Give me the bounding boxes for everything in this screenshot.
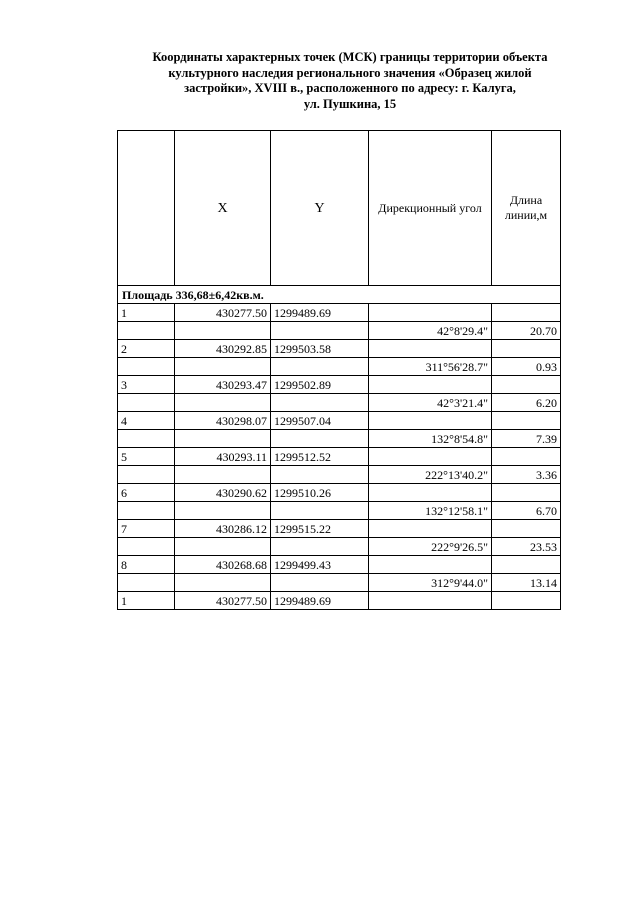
title-line: застройки», XVIII в., расположенного по адресу: г. Калуга,	[184, 81, 516, 95]
header-direction-angle: Дирекционный угол	[369, 131, 492, 286]
point-number: 1	[118, 592, 175, 610]
segment-length: 23.53	[492, 538, 561, 556]
point-row	[118, 484, 561, 502]
point-y: 1299510.26	[271, 484, 369, 502]
empty-cell	[271, 574, 369, 592]
segment-row	[118, 538, 561, 556]
segment-row	[118, 574, 561, 592]
segment-direction-angle: 312°9'44.0"	[369, 574, 492, 592]
empty-cell	[175, 466, 271, 484]
empty-cell	[175, 502, 271, 520]
segment-length: 7.39	[492, 430, 561, 448]
point-row	[118, 448, 561, 466]
empty-cell	[492, 520, 561, 538]
segment-direction-angle: 311°56'28.7"	[369, 358, 492, 376]
empty-cell	[492, 556, 561, 574]
segment-length: 6.70	[492, 502, 561, 520]
point-number: 5	[118, 448, 175, 466]
segment-direction-angle: 42°3'21.4"	[369, 394, 492, 412]
empty-cell	[492, 412, 561, 430]
title-line: культурного наследия регионального значения «Образец жилой	[168, 65, 532, 80]
segment-length: 6.20	[492, 394, 561, 412]
point-x: 430293.47	[175, 376, 271, 394]
point-y: 1299489.69	[271, 592, 369, 610]
empty-cell	[492, 592, 561, 610]
point-x: 430293.11	[175, 448, 271, 466]
point-y: 1299489.69	[271, 304, 369, 322]
empty-cell	[369, 592, 492, 610]
empty-cell	[118, 358, 175, 376]
empty-cell	[175, 430, 271, 448]
coordinates-table	[117, 130, 561, 610]
empty-cell	[118, 538, 175, 556]
segment-length: 3.36	[492, 466, 561, 484]
empty-cell	[369, 340, 492, 358]
empty-cell	[175, 322, 271, 340]
title-line: Координаты характерных точек (МСК) границы территории объекта	[152, 50, 548, 64]
point-row	[118, 304, 561, 322]
point-x: 430292.85	[175, 340, 271, 358]
empty-cell	[175, 394, 271, 412]
empty-cell	[271, 394, 369, 412]
point-number: 8	[118, 556, 175, 574]
empty-cell	[492, 448, 561, 466]
point-x: 430286.12	[175, 520, 271, 538]
empty-cell	[175, 574, 271, 592]
empty-cell	[118, 502, 175, 520]
segment-row	[118, 502, 561, 520]
empty-cell	[175, 358, 271, 376]
empty-cell	[369, 376, 492, 394]
segment-row	[118, 430, 561, 448]
segment-direction-angle: 222°13'40.2"	[369, 466, 492, 484]
point-row	[118, 412, 561, 430]
empty-cell	[271, 538, 369, 556]
point-x: 430277.50	[175, 304, 271, 322]
header-y: Y	[271, 131, 369, 286]
empty-cell	[369, 520, 492, 538]
empty-cell	[369, 412, 492, 430]
empty-cell	[369, 556, 492, 574]
segment-length: 20.70	[492, 322, 561, 340]
point-number: 6	[118, 484, 175, 502]
segment-direction-angle: 132°12'58.1"	[369, 502, 492, 520]
point-x: 430277.50	[175, 592, 271, 610]
segment-length: 0.93	[492, 358, 561, 376]
empty-cell	[118, 574, 175, 592]
empty-cell	[369, 484, 492, 502]
point-row	[118, 520, 561, 538]
empty-cell	[118, 394, 175, 412]
point-x: 430268.68	[175, 556, 271, 574]
empty-cell	[492, 340, 561, 358]
empty-cell	[271, 358, 369, 376]
point-row	[118, 556, 561, 574]
point-number: 2	[118, 340, 175, 358]
area-value: Площадь 336,68±6,42кв.м.	[118, 286, 561, 304]
segment-direction-angle: 42°8'29.4"	[369, 322, 492, 340]
empty-cell	[369, 448, 492, 466]
point-y: 1299512.52	[271, 448, 369, 466]
point-number: 4	[118, 412, 175, 430]
empty-cell	[271, 430, 369, 448]
empty-cell	[492, 376, 561, 394]
header-x: X	[175, 131, 271, 286]
point-number: 3	[118, 376, 175, 394]
segment-direction-angle: 222°9'26.5"	[369, 538, 492, 556]
segment-length: 13.14	[492, 574, 561, 592]
point-number: 1	[118, 304, 175, 322]
empty-cell	[175, 538, 271, 556]
empty-cell	[271, 502, 369, 520]
header-line-length: Длина линии,м	[492, 131, 561, 286]
point-number: 7	[118, 520, 175, 538]
segment-row	[118, 466, 561, 484]
empty-cell	[492, 484, 561, 502]
point-y: 1299515.22	[271, 520, 369, 538]
point-y: 1299499.43	[271, 556, 369, 574]
table-header-row	[118, 131, 561, 286]
point-y: 1299502.89	[271, 376, 369, 394]
segment-direction-angle: 132°8'54.8"	[369, 430, 492, 448]
segment-row	[118, 358, 561, 376]
document-title	[100, 50, 600, 112]
segment-row	[118, 322, 561, 340]
empty-cell	[492, 304, 561, 322]
point-row	[118, 376, 561, 394]
empty-cell	[118, 322, 175, 340]
empty-cell	[271, 322, 369, 340]
empty-cell	[369, 304, 492, 322]
point-y: 1299507.04	[271, 412, 369, 430]
empty-cell	[118, 430, 175, 448]
segment-row	[118, 394, 561, 412]
header-point-number	[118, 131, 175, 286]
point-row	[118, 592, 561, 610]
point-y: 1299503.58	[271, 340, 369, 358]
point-row	[118, 340, 561, 358]
point-x: 430290.62	[175, 484, 271, 502]
point-x: 430298.07	[175, 412, 271, 430]
area-row	[118, 286, 561, 304]
title-line: ул. Пушкина, 15	[303, 96, 397, 111]
empty-cell	[271, 466, 369, 484]
empty-cell	[118, 466, 175, 484]
